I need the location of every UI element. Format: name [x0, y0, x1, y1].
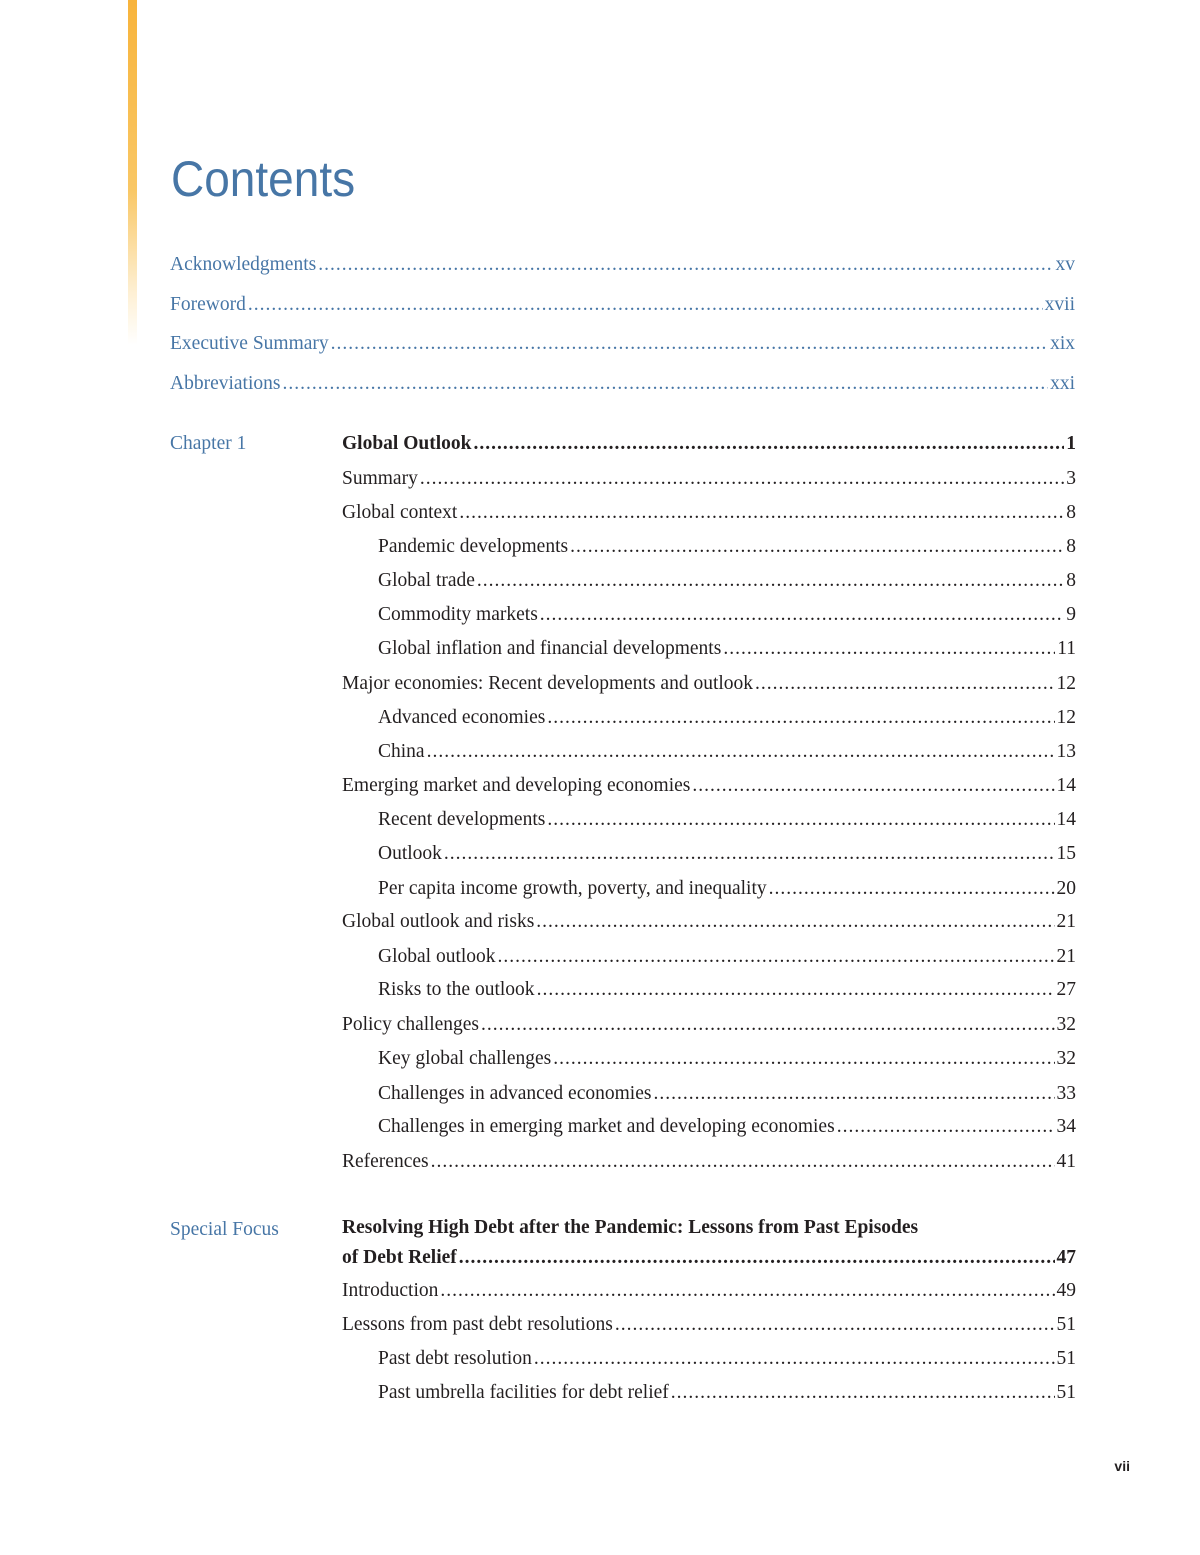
toc-entry-foreword[interactable]	[170, 292, 1075, 318]
toc-entry-abbreviations[interactable]	[170, 371, 1075, 397]
toc-entry-page: 13	[1056, 741, 1076, 762]
toc-entry-major-economies[interactable]	[342, 671, 1076, 697]
toc-entry-page: 51	[1056, 1348, 1076, 1369]
toc-entry-page: xvii	[1044, 294, 1075, 315]
toc-entry-risks[interactable]	[378, 977, 1076, 1003]
toc-entry-page: xv	[1055, 254, 1075, 275]
chapter-label: Chapter 1	[170, 433, 247, 454]
toc-entry-label: of Debt Relief	[342, 1247, 457, 1268]
toc-entry-umbrella-facilities[interactable]	[378, 1380, 1076, 1406]
dot-leader	[318, 252, 1053, 278]
special-focus-title[interactable]: Resolving High Debt after the Pandemic: Lessons from Past Episodes	[342, 1217, 919, 1238]
toc-entry-label: Executive Summary	[170, 333, 329, 354]
toc-entry-global-inflation[interactable]	[378, 636, 1076, 662]
toc-entry-global-outlook-sub[interactable]	[378, 944, 1076, 970]
toc-entry-page: 47	[1056, 1247, 1076, 1268]
accent-bar	[128, 0, 137, 345]
toc-entry-global-outlook[interactable]	[342, 431, 1076, 457]
toc-entry-label: Foreword	[170, 294, 246, 315]
toc-entry-emde[interactable]	[342, 773, 1076, 799]
toc-entry-per-capita-income[interactable]	[378, 876, 1076, 902]
dot-leader	[547, 807, 1054, 833]
dot-leader	[481, 1012, 1054, 1038]
toc-entry-label: Global inflation and financial developments	[378, 638, 722, 659]
dot-leader	[444, 841, 1055, 867]
toc-entry-label: Key global challenges	[378, 1048, 552, 1069]
special-focus-label: Special Focus	[170, 1219, 279, 1240]
dot-leader	[440, 1278, 1054, 1304]
toc-entry-challenges-emde[interactable]	[378, 1114, 1076, 1140]
toc-entry-label: Lessons from past debt resolutions	[342, 1314, 613, 1335]
toc-entry-label: Per capita income growth, poverty, and inequality	[378, 878, 767, 899]
toc-entry-page: 41	[1056, 1151, 1076, 1172]
dot-leader	[769, 876, 1055, 902]
toc-entry-page: 14	[1056, 809, 1076, 830]
dot-leader	[755, 671, 1054, 697]
dot-leader	[477, 568, 1064, 594]
dot-leader	[498, 944, 1055, 970]
toc-entry-page: 27	[1056, 979, 1076, 1000]
dot-leader	[553, 1046, 1054, 1072]
toc-entry-label: Global outlook and risks	[342, 911, 535, 932]
toc-entry-acknowledgments[interactable]	[170, 252, 1075, 278]
dot-leader	[570, 534, 1064, 560]
dot-leader	[331, 331, 1048, 357]
toc-entry-label: Major economies: Recent developments and outlook	[342, 673, 754, 694]
dot-leader	[692, 773, 1054, 799]
dot-leader	[282, 371, 1048, 397]
toc-entry-label: Global outlook	[378, 946, 496, 967]
toc-entry-label: Advanced economies	[378, 707, 546, 728]
toc-entry-label: Abbreviations	[170, 373, 281, 394]
toc-entry-page: 21	[1056, 911, 1076, 932]
dot-leader	[537, 977, 1055, 1003]
toc-entry-page: 21	[1056, 946, 1076, 967]
toc-entry-page: 1	[1066, 433, 1076, 454]
toc-entry-label: Challenges in emerging market and developing economies	[378, 1116, 835, 1137]
page-number: vii	[1114, 1458, 1130, 1474]
toc-entry-label: Summary	[342, 468, 418, 489]
toc-entry-page: xxi	[1050, 373, 1075, 394]
toc-entry-page: 34	[1056, 1116, 1076, 1137]
toc-entry-page: 8	[1066, 536, 1076, 557]
toc-entry-label: Challenges in advanced economies	[378, 1083, 652, 1104]
toc-entry-label: Commodity markets	[378, 604, 538, 625]
toc-entry-page: 14	[1056, 775, 1076, 796]
toc-entry-label: Policy challenges	[342, 1014, 480, 1035]
toc-entry-page: 9	[1066, 604, 1076, 625]
toc-entry-label: Emerging market and developing economies	[342, 775, 691, 796]
toc-entry-label: Recent developments	[378, 809, 546, 830]
toc-entry-page: 15	[1056, 843, 1076, 864]
dot-leader	[534, 1346, 1055, 1372]
toc-entry-debt-relief[interactable]	[342, 1245, 1076, 1271]
toc-entry-label: China	[378, 741, 425, 762]
toc-entry-label: Outlook	[378, 843, 442, 864]
toc-entry-commodity-markets[interactable]	[378, 602, 1076, 628]
toc-entry-past-debt-resolution[interactable]	[378, 1346, 1076, 1372]
toc-entry-label: Acknowledgments	[170, 254, 317, 275]
dot-leader	[248, 292, 1043, 318]
toc-entry-page: 8	[1066, 502, 1076, 523]
toc-entry-policy-challenges[interactable]	[342, 1012, 1076, 1038]
toc-entry-key-global-challenges[interactable]	[378, 1046, 1076, 1072]
toc-entry-page: 11	[1057, 638, 1076, 659]
toc-entry-page: 51	[1056, 1314, 1076, 1335]
toc-entry-label: Risks to the outlook	[378, 979, 535, 1000]
toc-entry-label: References	[342, 1151, 429, 1172]
dot-leader	[547, 705, 1054, 731]
dot-leader	[431, 1149, 1055, 1175]
toc-entry-label: Introduction	[342, 1280, 439, 1301]
toc-entry-label: Past umbrella facilities for debt relief	[378, 1382, 669, 1403]
dot-leader	[427, 739, 1055, 765]
dot-leader	[474, 431, 1065, 457]
toc-entry-page: 12	[1056, 707, 1076, 728]
dot-leader	[723, 636, 1055, 662]
toc-entry-pandemic-developments[interactable]	[378, 534, 1076, 560]
dot-leader	[653, 1081, 1054, 1107]
toc-entry-challenges-advanced[interactable]	[378, 1081, 1076, 1107]
toc-entry-label: Global context	[342, 502, 458, 523]
dot-leader	[536, 909, 1054, 935]
toc-entry-page: 49	[1056, 1280, 1076, 1301]
toc-entry-outlook[interactable]	[378, 841, 1076, 867]
toc-entry-label: Past debt resolution	[378, 1348, 532, 1369]
toc-entry-page: 20	[1056, 878, 1076, 899]
toc-entry-page: 33	[1056, 1083, 1076, 1104]
dot-leader	[671, 1380, 1055, 1406]
toc-entry-lessons[interactable]	[342, 1312, 1076, 1338]
dot-leader	[837, 1114, 1055, 1140]
dot-leader	[540, 602, 1064, 628]
toc-entry-global-context[interactable]	[342, 500, 1076, 526]
toc-entry-executive-summary[interactable]	[170, 331, 1075, 357]
toc-entry-references[interactable]	[342, 1149, 1076, 1175]
toc-entry-summary[interactable]	[342, 466, 1076, 492]
toc-entry-page: 51	[1056, 1382, 1076, 1403]
dot-leader	[459, 500, 1064, 526]
toc-entry-page: 32	[1056, 1014, 1076, 1035]
toc-entry-page: 12	[1056, 673, 1076, 694]
toc-entry-page: 3	[1066, 468, 1076, 489]
toc-entry-page: 32	[1056, 1048, 1076, 1069]
toc-entry-label: Global Outlook	[342, 433, 472, 454]
toc-entry-page: xix	[1050, 333, 1075, 354]
toc-entry-advanced-economies[interactable]	[378, 705, 1076, 731]
toc-entry-global-outlook-risks[interactable]	[342, 909, 1076, 935]
toc-entry-global-trade[interactable]	[378, 568, 1076, 594]
page-title: Contents	[171, 151, 356, 207]
toc-entry-page: 8	[1066, 570, 1076, 591]
toc-entry-label: Pandemic developments	[378, 536, 569, 557]
toc-entry-recent-developments[interactable]	[378, 807, 1076, 833]
dot-leader	[459, 1245, 1055, 1271]
toc-entry-china[interactable]	[378, 739, 1076, 765]
dot-leader	[615, 1312, 1055, 1338]
toc-entry-label: Global trade	[378, 570, 475, 591]
toc-entry-introduction[interactable]	[342, 1278, 1076, 1304]
dot-leader	[420, 466, 1064, 492]
